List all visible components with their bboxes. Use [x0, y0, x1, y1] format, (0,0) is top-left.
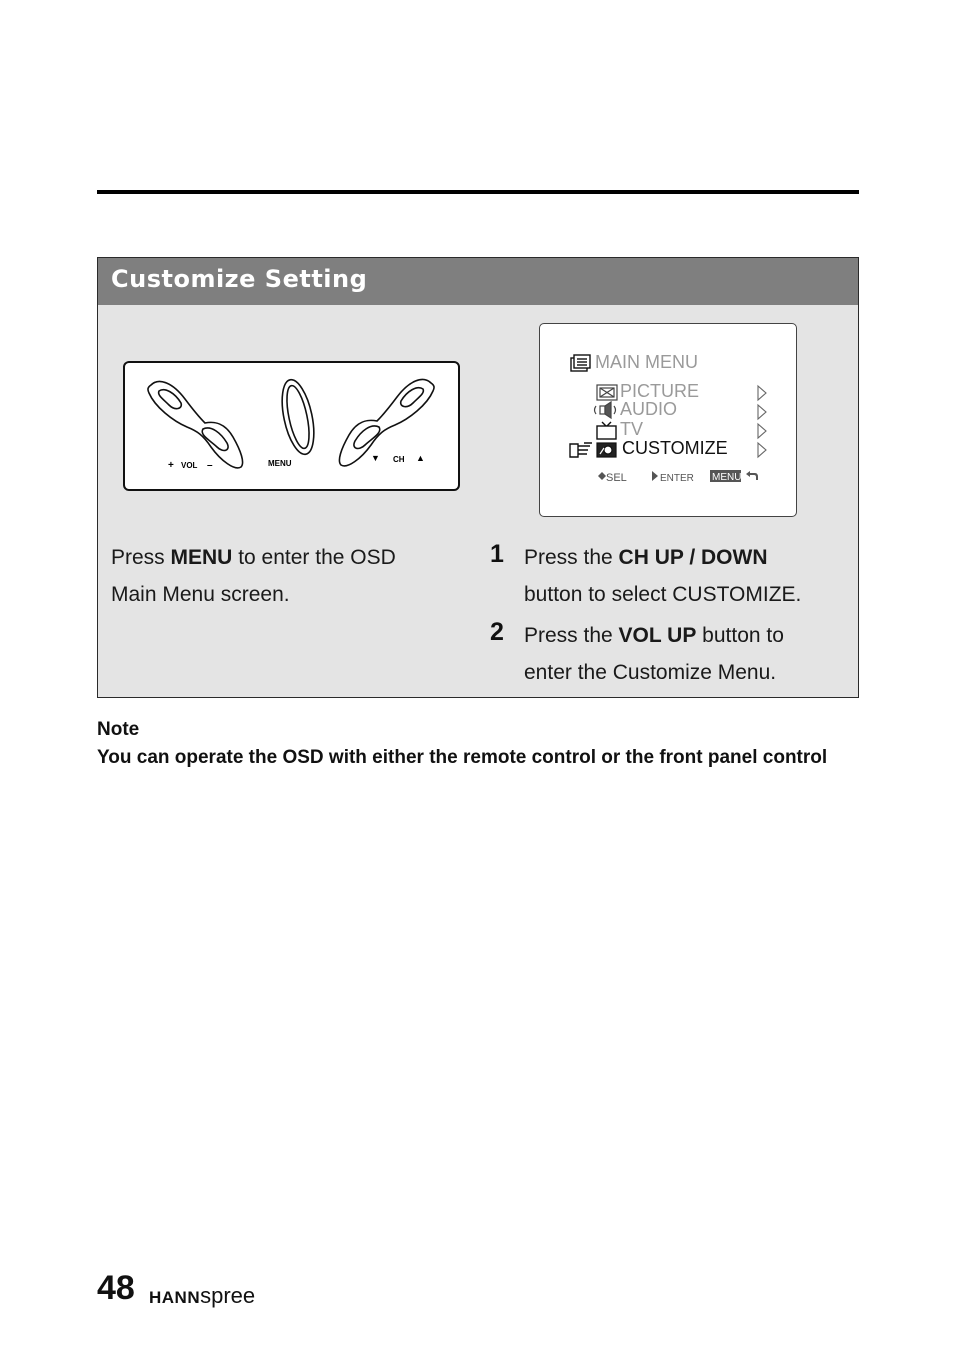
- osd-item-tv[interactable]: TV: [620, 419, 644, 439]
- intro-post: to enter the OSD: [232, 546, 396, 569]
- customize-arrow-icon: [758, 443, 766, 457]
- osd-footer: [598, 470, 758, 484]
- vol-label: VOL: [181, 461, 198, 470]
- pointing-hand-icon: [570, 443, 592, 457]
- front-panel-illustration: [123, 361, 460, 491]
- top-rule: [97, 190, 859, 194]
- front-panel-drawing: [125, 363, 458, 489]
- vol-plus-label: +: [168, 460, 174, 471]
- step-1-text: [524, 539, 854, 613]
- brand-logo: [149, 1283, 255, 1309]
- customize-icon: [597, 443, 616, 457]
- note-body: You can operate the OSD with either the remote control or the front panel control: [97, 747, 828, 768]
- enter-arrow-icon: [652, 471, 658, 481]
- sel-hint: SEL: [606, 472, 627, 484]
- osd-title: MAIN MENU: [595, 352, 698, 372]
- ch-label: CH: [393, 455, 405, 464]
- intro-instruction: [111, 539, 451, 613]
- panel-header: [98, 258, 858, 305]
- picture-arrow-icon: [758, 386, 766, 400]
- brand-bold: HANN: [149, 1288, 201, 1307]
- osd-main-menu: [539, 323, 797, 517]
- osd-item-audio[interactable]: AUDIO: [620, 399, 678, 419]
- osd-item-customize[interactable]: CUSTOMIZE: [622, 438, 728, 458]
- intro-line2: Main Menu screen.: [111, 583, 290, 606]
- step-1-key: CH UP / DOWN: [618, 546, 768, 569]
- step-2-pre: Press the: [524, 624, 619, 647]
- step-2-post: button to: [696, 624, 784, 647]
- ch-down-arrow: ▼: [371, 453, 380, 463]
- customize-setting-panel: [97, 257, 859, 698]
- osd-item-picture[interactable]: PICTURE: [620, 381, 700, 401]
- step-2-key: VOL UP: [618, 624, 697, 647]
- step-2-line2: enter the Customize Menu.: [524, 661, 777, 684]
- brand-light: spree: [200, 1283, 256, 1308]
- speaker-icon: [595, 402, 616, 418]
- step-2-text: [524, 617, 854, 691]
- intro-key: MENU: [170, 546, 233, 569]
- menu-hint: MENU: [712, 472, 742, 483]
- step-1-number: 1: [490, 540, 504, 568]
- ch-up-arrow: ▲: [416, 453, 425, 463]
- vol-rocker-button[interactable]: [148, 381, 243, 467]
- main-menu-icon: [571, 355, 590, 371]
- tv-icon: [597, 422, 616, 439]
- enter-hint: ENTER: [660, 473, 694, 484]
- step-2-number: 2: [490, 618, 504, 646]
- audio-arrow-icon: [758, 405, 766, 419]
- note-title: Note: [97, 719, 140, 740]
- vol-minus-label: –: [207, 460, 213, 471]
- step-1-line2: button to select CUSTOMIZE.: [524, 583, 802, 606]
- menu-label: MENU: [268, 459, 292, 468]
- page-number: 48: [97, 1269, 135, 1307]
- return-icon: [746, 471, 758, 480]
- step-1-pre: Press the: [524, 546, 619, 569]
- section-title: Customize Setting: [111, 265, 368, 293]
- picture-icon: [597, 385, 617, 400]
- menu-button[interactable]: [276, 377, 319, 457]
- tv-arrow-icon: [758, 424, 766, 438]
- intro-pre: Press: [111, 546, 171, 569]
- sel-diamond-icon: [598, 472, 606, 480]
